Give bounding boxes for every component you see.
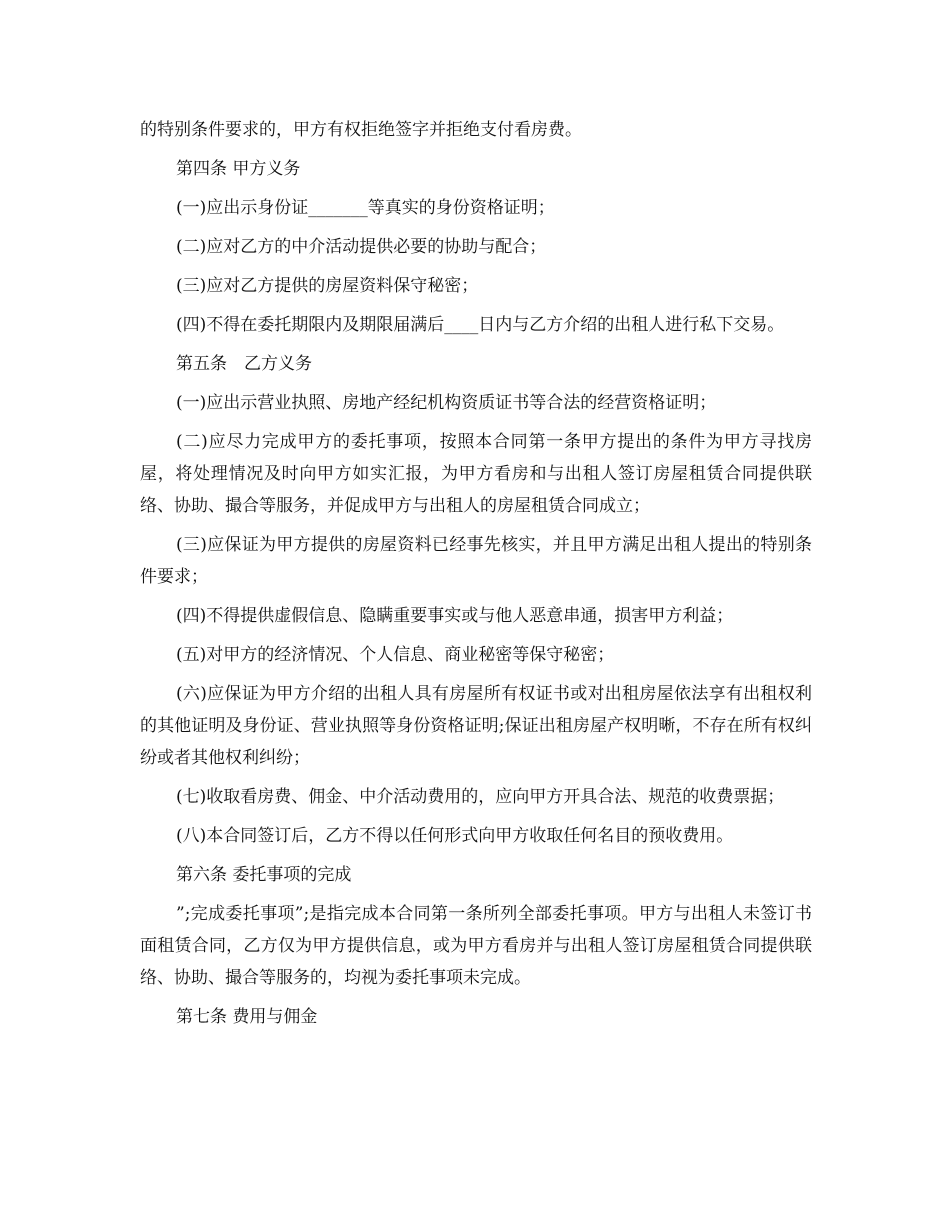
paragraph-continuation: 的特别条件要求的，甲方有权拒绝签字并拒绝支付看房费。 — [140, 120, 582, 140]
article-5-item-4: (四)不得提供虚假信息、隐瞒重要事实或与他人恶意串通，损害甲方利益； — [176, 606, 734, 626]
article-5-item-8: (八)本合同签订后，乙方不得以任何形式向甲方收取任何名目的预收费用。 — [176, 826, 734, 846]
article-5-item-2: (二)应尽力完成甲方的委托事项，按照本合同第一条甲方提出的条件为甲方寻找房屋，将处理情况及时向甲方如实汇报，为甲方看房和与出租人签订房屋租赁合同提供联络、协助、撮合等服务，并促成甲方与出租人的房屋租赁合同成立； — [140, 432, 812, 516]
article-6-heading: 第六条 委托事项的完成 — [176, 865, 352, 885]
article-5-item-7: (七)收取看房费、佣金、中介活动费用的，应向甲方开具合法、规范的收费票据； — [176, 787, 785, 807]
article-4-item-3: (三)应对乙方提供的房屋资料保守秘密； — [176, 276, 479, 296]
document-body — [140, 114, 812, 1033]
article-5-item-6: (六)应保证为甲方介绍的出租人具有房屋所有权证书或对出租房屋依法享有出租权利的其他证明及身份证、营业执照等身份资格证明;保证出租房屋产权明晰，不存在所有权纠纷或者其他权利纠纷； — [140, 684, 812, 768]
article-7-heading: 第七条 费用与佣金 — [176, 1007, 318, 1027]
article-4-item-2: (二)应对乙方的中介活动提供必要的协助与配合； — [176, 237, 547, 257]
article-5-item-5: (五)对甲方的经济情况、个人信息、商业秘密等保守秘密； — [176, 645, 615, 665]
article-4-item-4: (四)不得在委托期限内及期限届满后____日内与乙方介绍的出租人进行私下交易。 — [176, 315, 785, 335]
article-5-item-3: (三)应保证为甲方提供的房屋资料已经事先核实，并且甲方满足出租人提出的特别条件要求； — [140, 535, 812, 587]
article-5-heading: 第五条 乙方义务 — [176, 354, 312, 374]
article-5-item-1: (一)应出示营业执照、房地产经纪机构资质证书等合法的经营资格证明； — [176, 393, 717, 413]
article-4-item-1: (一)应出示身份证_______等真实的身份资格证明； — [176, 198, 555, 218]
article-4-heading: 第四条 甲方义务 — [176, 159, 301, 179]
article-6-body: ”;完成委托事项”;是指完成本合同第一条所列全部委托事项。甲方与出租人未签订书面租赁合同，乙方仅为甲方提供信息，或为甲方看房并与出租人签订房屋租赁合同提供联络、协助、撮合等服务的，均视为委托事项未完成。 — [140, 904, 812, 988]
